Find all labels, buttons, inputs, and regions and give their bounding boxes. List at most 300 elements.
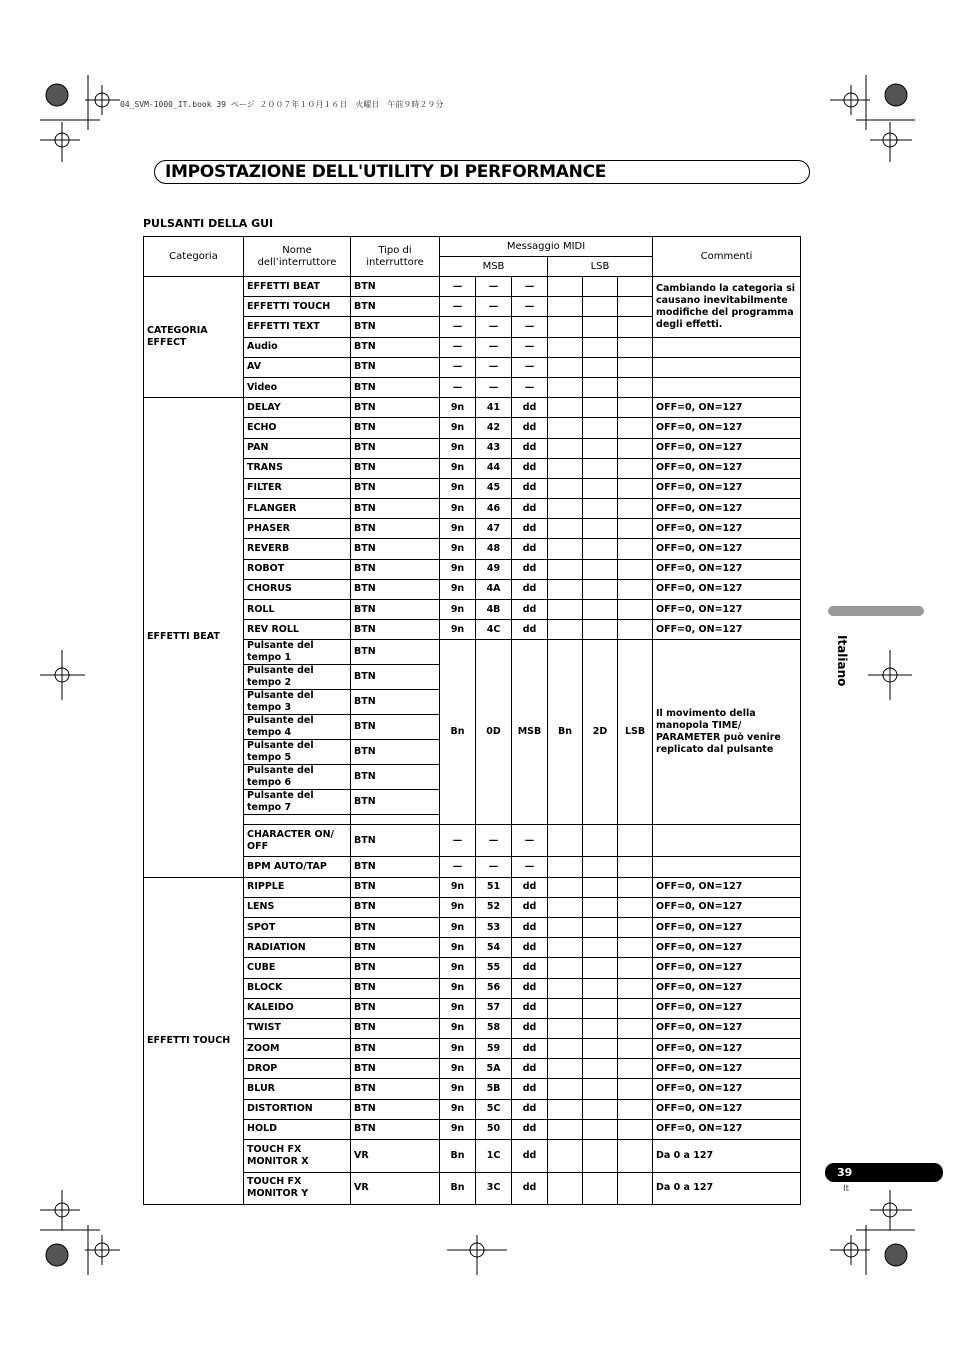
comment-cell: OFF=0, ON=127 xyxy=(653,438,801,458)
midi-msb-3: dd xyxy=(512,978,548,998)
switch-type: BTN xyxy=(351,519,440,539)
switch-type: BTN xyxy=(351,640,440,665)
switch-name: ZOOM xyxy=(244,1039,351,1059)
midi-msb-2: 53 xyxy=(476,917,512,937)
midi-lsb-1 xyxy=(548,579,583,599)
midi-msb-1: — xyxy=(440,277,476,297)
switch-name: DELAY xyxy=(244,398,351,418)
midi-msb-2: — xyxy=(476,857,512,877)
midi-msb-1: 9n xyxy=(440,559,476,579)
midi-msb-3: dd xyxy=(512,877,548,897)
midi-tempo-cell: MSB xyxy=(512,640,548,825)
switch-name: ROLL xyxy=(244,600,351,620)
table-row xyxy=(144,277,801,297)
midi-msb-1: Bn xyxy=(440,1172,476,1205)
midi-msb-1: 9n xyxy=(440,499,476,519)
switch-name: Audio xyxy=(244,337,351,357)
midi-lsb-2 xyxy=(583,620,618,640)
midi-msb-3: dd xyxy=(512,539,548,559)
midi-lsb-3 xyxy=(618,317,653,337)
midi-lsb-3 xyxy=(618,478,653,498)
comment-cell xyxy=(653,377,801,397)
midi-lsb-2 xyxy=(583,579,618,599)
switch-type: BTN xyxy=(351,857,440,877)
midi-lsb-1 xyxy=(548,897,583,917)
midi-lsb-1 xyxy=(548,825,583,857)
midi-lsb-2 xyxy=(583,917,618,937)
midi-tempo-cell: LSB xyxy=(618,640,653,825)
comment-cell xyxy=(653,857,801,877)
midi-msb-1: 9n xyxy=(440,877,476,897)
midi-msb-2: 5C xyxy=(476,1099,512,1119)
midi-lsb-3 xyxy=(618,539,653,559)
midi-lsb-3 xyxy=(618,938,653,958)
language-label: Italiano xyxy=(835,635,849,687)
switch-name: ROBOT xyxy=(244,559,351,579)
switch-name: TWIST xyxy=(244,1018,351,1038)
midi-lsb-3 xyxy=(618,600,653,620)
midi-msb-1: — xyxy=(440,297,476,317)
midi-msb-3: — xyxy=(512,357,548,377)
switch-type: BTN xyxy=(351,825,440,857)
midi-msb-1: 9n xyxy=(440,958,476,978)
midi-msb-3: dd xyxy=(512,998,548,1018)
midi-msb-3: dd xyxy=(512,478,548,498)
switch-type: BTN xyxy=(351,600,440,620)
switch-name: Pulsante del tempo 4 xyxy=(244,715,351,740)
midi-msb-2: — xyxy=(476,825,512,857)
switch-type: BTN xyxy=(351,1059,440,1079)
comment-cell: OFF=0, ON=127 xyxy=(653,1018,801,1038)
switch-type: BTN xyxy=(351,620,440,640)
midi-lsb-1 xyxy=(548,998,583,1018)
header-midi: Messaggio MIDI xyxy=(440,237,653,257)
midi-lsb-1 xyxy=(548,277,583,297)
midi-lsb-1 xyxy=(548,917,583,937)
table-row xyxy=(144,398,801,418)
midi-lsb-3 xyxy=(618,917,653,937)
midi-tempo-cell: 2D xyxy=(583,640,618,825)
comment-cell: OFF=0, ON=127 xyxy=(653,958,801,978)
comment-cell: OFF=0, ON=127 xyxy=(653,418,801,438)
switch-type: BTN xyxy=(351,377,440,397)
category-effect: CATEGORIA EFFECT xyxy=(144,277,244,398)
midi-msb-1: — xyxy=(440,337,476,357)
midi-msb-2: 50 xyxy=(476,1119,512,1139)
midi-msb-1: — xyxy=(440,357,476,377)
category-beat: EFFETTI BEAT xyxy=(144,398,244,877)
midi-msb-2: — xyxy=(476,297,512,317)
midi-msb-1: 9n xyxy=(440,1039,476,1059)
midi-msb-2: — xyxy=(476,337,512,357)
switch-type: BTN xyxy=(351,938,440,958)
midi-msb-2: 42 xyxy=(476,418,512,438)
midi-lsb-2 xyxy=(583,1119,618,1139)
midi-msb-3: dd xyxy=(512,1039,548,1059)
spacer-cell xyxy=(351,815,440,825)
midi-lsb-3 xyxy=(618,559,653,579)
switch-name: TOUCH FX MONITOR X xyxy=(244,1140,351,1173)
comment-cell: OFF=0, ON=127 xyxy=(653,559,801,579)
midi-lsb-2 xyxy=(583,877,618,897)
midi-lsb-3 xyxy=(618,978,653,998)
midi-lsb-3 xyxy=(618,857,653,877)
midi-lsb-3 xyxy=(618,897,653,917)
midi-msb-2: 46 xyxy=(476,499,512,519)
midi-msb-2: 44 xyxy=(476,458,512,478)
midi-lsb-2 xyxy=(583,1079,618,1099)
switch-type: BTN xyxy=(351,458,440,478)
midi-lsb-2 xyxy=(583,600,618,620)
midi-lsb-2 xyxy=(583,337,618,357)
midi-lsb-1 xyxy=(548,620,583,640)
switch-name: DISTORTION xyxy=(244,1099,351,1119)
comment-cell: Cambiando la categoria si causano inevitabilmente modifiche del programma degli effetti. xyxy=(653,277,801,338)
language-code: It xyxy=(843,1184,850,1194)
midi-msb-1: — xyxy=(440,317,476,337)
midi-lsb-3 xyxy=(618,1140,653,1173)
comment-cell xyxy=(653,825,801,857)
midi-lsb-2 xyxy=(583,499,618,519)
switch-type: BTN xyxy=(351,1119,440,1139)
midi-lsb-3 xyxy=(618,499,653,519)
midi-msb-1: — xyxy=(440,825,476,857)
switch-name: KALEIDO xyxy=(244,998,351,1018)
midi-lsb-3 xyxy=(618,297,653,317)
switch-name: RADIATION xyxy=(244,938,351,958)
switch-name: PHASER xyxy=(244,519,351,539)
midi-msb-2: 52 xyxy=(476,897,512,917)
midi-msb-1: 9n xyxy=(440,1099,476,1119)
midi-msb-2: 49 xyxy=(476,559,512,579)
midi-msb-3: dd xyxy=(512,958,548,978)
midi-lsb-1 xyxy=(548,857,583,877)
midi-lsb-2 xyxy=(583,438,618,458)
switch-type: BTN xyxy=(351,665,440,690)
midi-lsb-3 xyxy=(618,1018,653,1038)
midi-msb-3: dd xyxy=(512,1018,548,1038)
midi-msb-2: 48 xyxy=(476,539,512,559)
midi-lsb-2 xyxy=(583,897,618,917)
midi-tempo-cell: Bn xyxy=(548,640,583,825)
midi-lsb-1 xyxy=(548,458,583,478)
midi-lsb-2 xyxy=(583,317,618,337)
midi-lsb-2 xyxy=(583,958,618,978)
midi-msb-1: 9n xyxy=(440,978,476,998)
midi-msb-1: 9n xyxy=(440,478,476,498)
midi-lsb-3 xyxy=(618,998,653,1018)
midi-lsb-1 xyxy=(548,478,583,498)
midi-msb-3: — xyxy=(512,317,548,337)
comment-cell: Da 0 a 127 xyxy=(653,1140,801,1173)
switch-name: Pulsante del tempo 7 xyxy=(244,790,351,815)
switch-type: BTN xyxy=(351,579,440,599)
switch-name: BLOCK xyxy=(244,978,351,998)
midi-tempo-cell: Bn xyxy=(440,640,476,825)
midi-msb-3: dd xyxy=(512,897,548,917)
midi-lsb-3 xyxy=(618,418,653,438)
page-number: 39 xyxy=(837,1166,853,1179)
switch-name: Pulsante del tempo 6 xyxy=(244,765,351,790)
midi-lsb-3 xyxy=(618,337,653,357)
midi-lsb-2 xyxy=(583,297,618,317)
comment-cell: OFF=0, ON=127 xyxy=(653,998,801,1018)
comment-cell: OFF=0, ON=127 xyxy=(653,1039,801,1059)
midi-table xyxy=(143,236,801,1205)
section-title: PULSANTI DELLA GUI xyxy=(143,217,274,230)
midi-lsb-1 xyxy=(548,1018,583,1038)
midi-msb-2: 51 xyxy=(476,877,512,897)
midi-lsb-2 xyxy=(583,277,618,297)
midi-msb-1: 9n xyxy=(440,438,476,458)
comment-cell: OFF=0, ON=127 xyxy=(653,1099,801,1119)
midi-lsb-2 xyxy=(583,1099,618,1119)
midi-lsb-3 xyxy=(618,1039,653,1059)
midi-msb-3: dd xyxy=(512,938,548,958)
midi-msb-1: 9n xyxy=(440,1059,476,1079)
switch-type: BTN xyxy=(351,398,440,418)
switch-name: DROP xyxy=(244,1059,351,1079)
comment-cell: OFF=0, ON=127 xyxy=(653,478,801,498)
midi-msb-3: dd xyxy=(512,519,548,539)
midi-lsb-3 xyxy=(618,1172,653,1205)
midi-msb-3: dd xyxy=(512,438,548,458)
comment-cell: OFF=0, ON=127 xyxy=(653,458,801,478)
switch-type: BTN xyxy=(351,690,440,715)
switch-type: BTN xyxy=(351,559,440,579)
midi-lsb-3 xyxy=(618,877,653,897)
switch-type: BTN xyxy=(351,418,440,438)
midi-lsb-2 xyxy=(583,978,618,998)
comment-cell: OFF=0, ON=127 xyxy=(653,877,801,897)
switch-name: ECHO xyxy=(244,418,351,438)
comment-cell: OFF=0, ON=127 xyxy=(653,620,801,640)
midi-lsb-3 xyxy=(618,1099,653,1119)
page-number-bar xyxy=(825,1163,943,1182)
midi-lsb-1 xyxy=(548,877,583,897)
switch-name: CUBE xyxy=(244,958,351,978)
header-nome: Nome dell’interruttore xyxy=(244,237,351,277)
switch-name: REVERB xyxy=(244,539,351,559)
midi-lsb-3 xyxy=(618,579,653,599)
switch-name: EFFETTI TEXT xyxy=(244,317,351,337)
header-commenti: Commenti xyxy=(653,237,801,277)
midi-msb-3: — xyxy=(512,297,548,317)
switch-name: SPOT xyxy=(244,917,351,937)
midi-lsb-3 xyxy=(618,458,653,478)
midi-lsb-1 xyxy=(548,539,583,559)
midi-msb-3: dd xyxy=(512,1099,548,1119)
midi-lsb-2 xyxy=(583,458,618,478)
midi-msb-1: 9n xyxy=(440,938,476,958)
midi-msb-3: — xyxy=(512,857,548,877)
midi-msb-3: dd xyxy=(512,398,548,418)
switch-type: BTN xyxy=(351,297,440,317)
midi-msb-3: dd xyxy=(512,559,548,579)
midi-lsb-2 xyxy=(583,857,618,877)
midi-msb-1: 9n xyxy=(440,620,476,640)
comment-cell: OFF=0, ON=127 xyxy=(653,499,801,519)
midi-msb-1: 9n xyxy=(440,519,476,539)
midi-lsb-3 xyxy=(618,277,653,297)
midi-lsb-2 xyxy=(583,377,618,397)
switch-type: BTN xyxy=(351,998,440,1018)
midi-msb-1: — xyxy=(440,857,476,877)
midi-lsb-2 xyxy=(583,357,618,377)
midi-lsb-1 xyxy=(548,499,583,519)
switch-name: Video xyxy=(244,377,351,397)
comment-cell: OFF=0, ON=127 xyxy=(653,897,801,917)
midi-msb-3: dd xyxy=(512,579,548,599)
midi-lsb-3 xyxy=(618,357,653,377)
page-title: IMPOSTAZIONE DELL'UTILITY DI PERFORMANCE xyxy=(165,162,607,182)
midi-lsb-1 xyxy=(548,519,583,539)
midi-msb-1: 9n xyxy=(440,998,476,1018)
midi-msb-2: 54 xyxy=(476,938,512,958)
midi-lsb-1 xyxy=(548,1099,583,1119)
midi-msb-1: 9n xyxy=(440,458,476,478)
midi-lsb-2 xyxy=(583,519,618,539)
page-title-bar xyxy=(154,160,810,184)
comment-cell: OFF=0, ON=127 xyxy=(653,938,801,958)
midi-msb-1: — xyxy=(440,377,476,397)
comment-cell xyxy=(653,337,801,357)
midi-lsb-1 xyxy=(548,317,583,337)
midi-lsb-2 xyxy=(583,1140,618,1173)
switch-name: PAN xyxy=(244,438,351,458)
midi-msb-3: dd xyxy=(512,1119,548,1139)
table-row xyxy=(144,877,801,897)
midi-lsb-1 xyxy=(548,1039,583,1059)
switch-type: BTN xyxy=(351,1079,440,1099)
switch-name: HOLD xyxy=(244,1119,351,1139)
midi-lsb-1 xyxy=(548,398,583,418)
midi-msb-1: 9n xyxy=(440,1119,476,1139)
midi-lsb-3 xyxy=(618,958,653,978)
comment-cell: OFF=0, ON=127 xyxy=(653,539,801,559)
midi-msb-2: 45 xyxy=(476,478,512,498)
midi-msb-1: Bn xyxy=(440,1140,476,1173)
midi-msb-2: 55 xyxy=(476,958,512,978)
midi-lsb-1 xyxy=(548,418,583,438)
comment-cell: OFF=0, ON=127 xyxy=(653,398,801,418)
switch-name: Pulsante del tempo 3 xyxy=(244,690,351,715)
comment-cell: OFF=0, ON=127 xyxy=(653,1059,801,1079)
midi-msb-3: dd xyxy=(512,499,548,519)
midi-lsb-1 xyxy=(548,297,583,317)
midi-msb-3: dd xyxy=(512,1172,548,1205)
midi-msb-1: 9n xyxy=(440,579,476,599)
switch-name: Pulsante del tempo 1 xyxy=(244,640,351,665)
midi-lsb-2 xyxy=(583,559,618,579)
print-header: 04_SVM-1000_IT.book 39 ページ ２００７年１０月１６日 火曜日 午前９時２９分 xyxy=(120,100,444,109)
switch-name: FLANGER xyxy=(244,499,351,519)
midi-lsb-2 xyxy=(583,998,618,1018)
midi-msb-3: dd xyxy=(512,1140,548,1173)
midi-lsb-2 xyxy=(583,1172,618,1205)
switch-type: BTN xyxy=(351,539,440,559)
midi-msb-1: 9n xyxy=(440,600,476,620)
midi-msb-2: 1C xyxy=(476,1140,512,1173)
midi-lsb-1 xyxy=(548,1079,583,1099)
midi-lsb-1 xyxy=(548,1059,583,1079)
switch-name: BPM AUTO/TAP xyxy=(244,857,351,877)
switch-type: BTN xyxy=(351,715,440,740)
midi-lsb-1 xyxy=(548,938,583,958)
switch-name: RIPPLE xyxy=(244,877,351,897)
comment-cell xyxy=(653,357,801,377)
midi-lsb-2 xyxy=(583,1018,618,1038)
midi-lsb-1 xyxy=(548,377,583,397)
midi-lsb-1 xyxy=(548,1172,583,1205)
midi-lsb-3 xyxy=(618,398,653,418)
category-touch: EFFETTI TOUCH xyxy=(144,877,244,1204)
switch-type: BTN xyxy=(351,917,440,937)
switch-type: BTN xyxy=(351,438,440,458)
midi-msb-3: dd xyxy=(512,917,548,937)
midi-msb-3: — xyxy=(512,337,548,357)
midi-msb-2: 58 xyxy=(476,1018,512,1038)
switch-type: BTN xyxy=(351,277,440,297)
midi-msb-2: — xyxy=(476,277,512,297)
switch-type: BTN xyxy=(351,1099,440,1119)
midi-msb-3: dd xyxy=(512,418,548,438)
midi-msb-3: dd xyxy=(512,600,548,620)
midi-lsb-1 xyxy=(548,559,583,579)
switch-type: BTN xyxy=(351,877,440,897)
switch-name: Pulsante del tempo 2 xyxy=(244,665,351,690)
comment-cell: Da 0 a 127 xyxy=(653,1172,801,1205)
midi-msb-3: dd xyxy=(512,620,548,640)
switch-name: CHARACTER ON/ OFF xyxy=(244,825,351,857)
comment-cell: OFF=0, ON=127 xyxy=(653,978,801,998)
midi-lsb-1 xyxy=(548,958,583,978)
switch-type: BTN xyxy=(351,1018,440,1038)
midi-msb-2: 3C xyxy=(476,1172,512,1205)
comment-cell: OFF=0, ON=127 xyxy=(653,1079,801,1099)
header-msb: MSB xyxy=(440,257,548,277)
midi-msb-1: 9n xyxy=(440,897,476,917)
midi-lsb-2 xyxy=(583,539,618,559)
midi-msb-2: 41 xyxy=(476,398,512,418)
comment-cell: OFF=0, ON=127 xyxy=(653,917,801,937)
midi-msb-3: — xyxy=(512,377,548,397)
header-categoria: Categoria xyxy=(144,237,244,277)
midi-msb-2: 4A xyxy=(476,579,512,599)
switch-type: BTN xyxy=(351,897,440,917)
switch-type: BTN xyxy=(351,337,440,357)
midi-lsb-1 xyxy=(548,337,583,357)
spacer-cell xyxy=(244,815,351,825)
midi-msb-1: 9n xyxy=(440,398,476,418)
midi-msb-2: 5A xyxy=(476,1059,512,1079)
midi-lsb-1 xyxy=(548,438,583,458)
midi-msb-2: 59 xyxy=(476,1039,512,1059)
midi-lsb-3 xyxy=(618,1079,653,1099)
midi-lsb-3 xyxy=(618,620,653,640)
switch-name: REV ROLL xyxy=(244,620,351,640)
switch-name: EFFETTI TOUCH xyxy=(244,297,351,317)
midi-msb-1: 9n xyxy=(440,1079,476,1099)
midi-lsb-3 xyxy=(618,825,653,857)
midi-lsb-3 xyxy=(618,1119,653,1139)
midi-lsb-2 xyxy=(583,1039,618,1059)
header-tipo: Tipo di interruttore xyxy=(351,237,440,277)
switch-name: TOUCH FX MONITOR Y xyxy=(244,1172,351,1205)
midi-msb-3: dd xyxy=(512,1059,548,1079)
midi-msb-1: 9n xyxy=(440,1018,476,1038)
midi-lsb-1 xyxy=(548,1119,583,1139)
